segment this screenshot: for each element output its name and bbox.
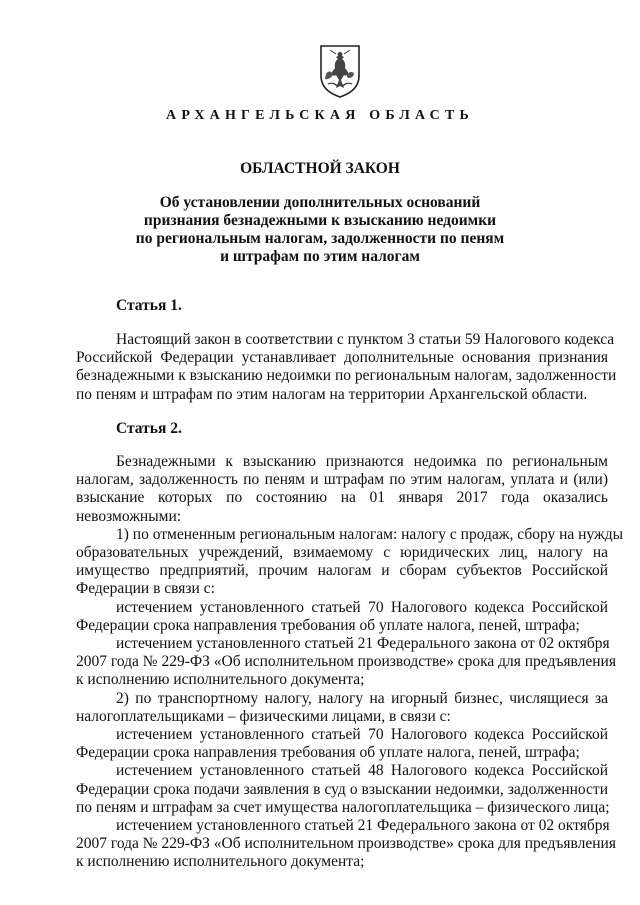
text-line: Российской Федерации устанавливает дополнительные основания признания bbox=[76, 349, 608, 367]
article-2-body bbox=[76, 453, 624, 872]
text-line: Безнадежными к взысканию признаются недоимка по региональным bbox=[116, 453, 608, 470]
text-line: имущество предприятий, прочим налогам и сборам субъектов Российской bbox=[76, 562, 608, 580]
article-1-body bbox=[76, 331, 617, 404]
article-2-heading: Статья 2. bbox=[116, 420, 182, 437]
law-title-line: по региональным налогам, задолженности по пеням bbox=[135, 230, 505, 247]
coat-of-arms-emblem-icon bbox=[318, 44, 362, 98]
text-line: 2007 года № 229-ФЗ «Об исполнительном производстве» срока для предъявления bbox=[76, 835, 616, 853]
text-line: взыскание которых по состоянию на 01 января 2017 года оказались bbox=[76, 489, 608, 507]
text-line: истечением установленного статьей 48 Налогового кодекса Российской bbox=[116, 762, 608, 780]
text-line: 2) по транспортному налогу, налогу на игорный бизнес, числящиеся за bbox=[116, 689, 608, 707]
text-line: по пеням и штрафам за счет имущества налогоплательщика – физического лица; bbox=[76, 798, 610, 816]
law-title bbox=[120, 194, 520, 266]
text-line: истечением установленного статьей 21 Федерального закона от 02 октября bbox=[116, 817, 610, 835]
law-title-line: Об установлении дополнительных оснований bbox=[159, 194, 481, 211]
text-line: Федерации срока подачи заявления в суд о взыскании недоимки, задолженности bbox=[76, 780, 608, 798]
text-line: Федерации срока направления требования об уплате налога, пеней, штрафа; bbox=[76, 616, 580, 634]
text-line: Федерации срока направления требования об уплате налога, пеней, штрафа; bbox=[76, 744, 580, 762]
text-line: невозможными: bbox=[76, 507, 182, 525]
text-line: налогам, задолженность по пеням и штрафам по этим налогам, уплата и (или) bbox=[76, 471, 608, 489]
text-line: 2007 года № 229-ФЗ «Об исполнительном производстве» срока для предъявления bbox=[76, 653, 616, 671]
region-name: АРХАНГЕЛЬСКАЯ ОБЛАСТЬ bbox=[166, 108, 474, 123]
text-line: истечением установленного статьей 70 Налогового кодекса Российской bbox=[116, 726, 608, 744]
text-line: истечением установленного статьей 70 Налогового кодекса Российской bbox=[116, 598, 608, 616]
law-title-line: и штрафам по этим налогам bbox=[220, 248, 420, 265]
text-line: Федерации в связи с: bbox=[76, 580, 215, 598]
text-line: истечением установленного статьей 21 Федерального закона от 02 октября bbox=[116, 635, 610, 653]
article-1-heading: Статья 1. bbox=[116, 297, 182, 314]
text-line: безнадежными к взысканию недоимки по региональным налогам, задолженности bbox=[76, 367, 617, 385]
text-line: образовательных учреждений, взимаемому с юридических лиц, налогу на bbox=[76, 544, 608, 562]
text-line: налогоплательщиками – физическими лицами, в связи с: bbox=[76, 707, 451, 725]
law-title-line: признания безнадежными к взысканию недоимки bbox=[143, 212, 497, 229]
text-line: по пеням и штрафам по этим налогам на территории Архангельской области. bbox=[76, 385, 588, 403]
text-line: к исполнению исполнительного документа; bbox=[76, 671, 365, 689]
text-line: 1) по отмененным региональным налогам: налогу с продаж, сбору на нужды bbox=[116, 525, 624, 543]
text-line: к исполнению исполнительного документа; bbox=[76, 853, 365, 871]
document-type-heading: ОБЛАСТНОЙ ЗАКОН bbox=[240, 160, 400, 177]
text-line: Настоящий закон в соответствии с пунктом 3 статьи 59 Налогового кодекса bbox=[116, 331, 615, 348]
